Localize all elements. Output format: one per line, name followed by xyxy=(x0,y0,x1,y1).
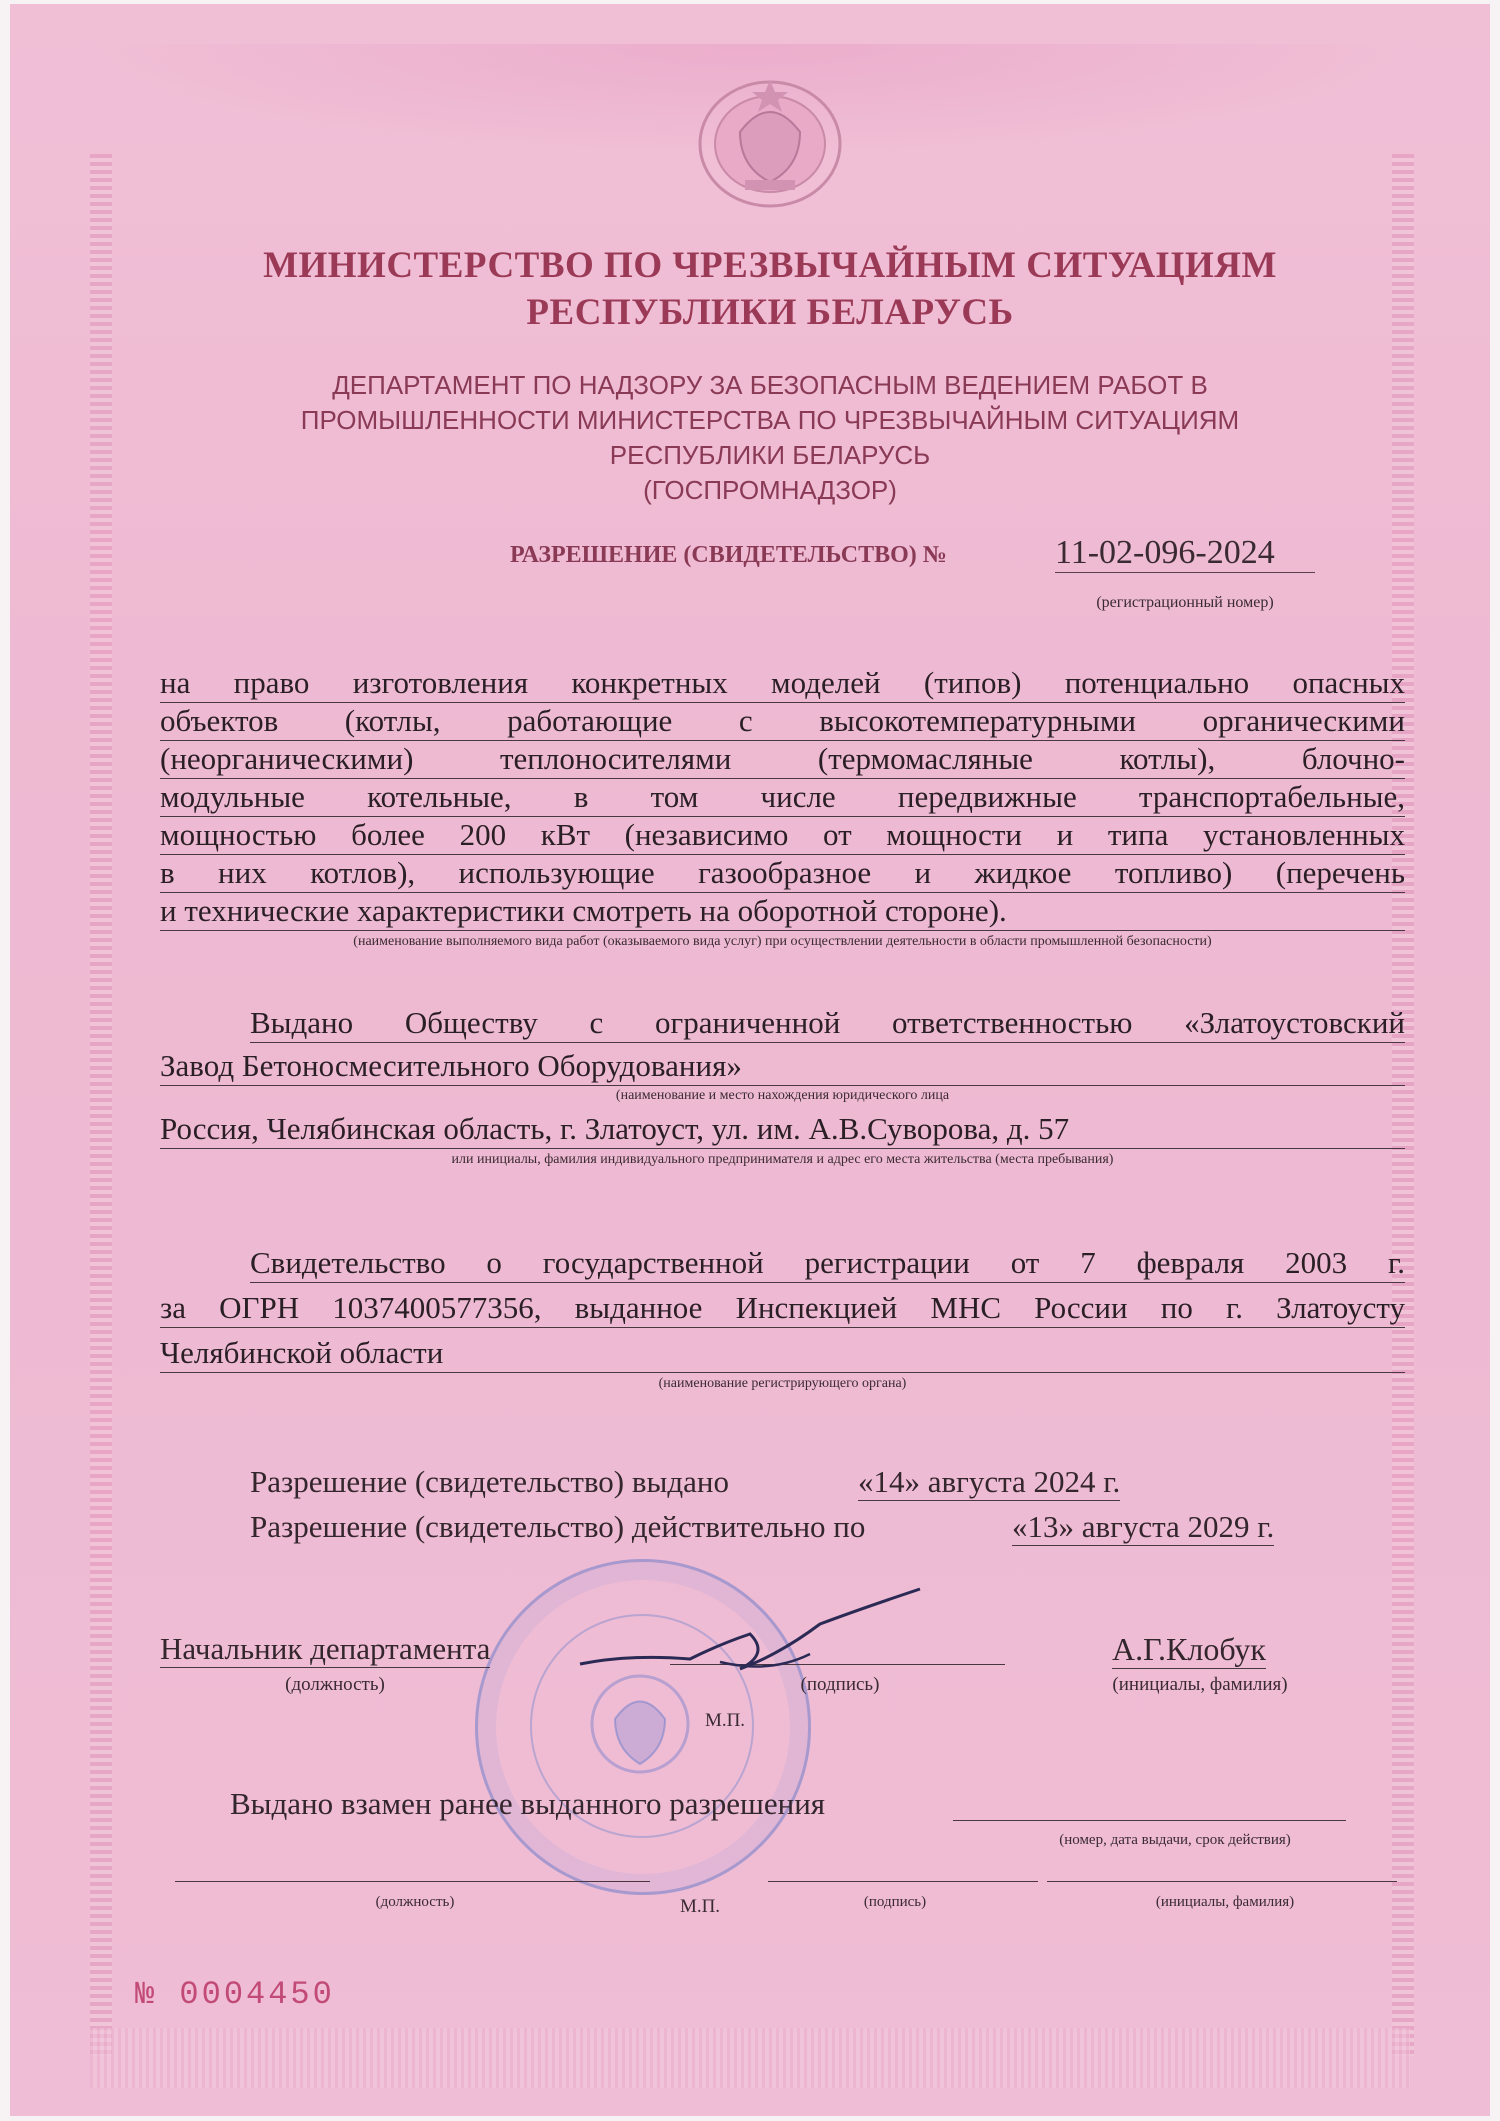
scope-line-2: объектов (котлы, работающие с высокотемпературными органическими xyxy=(160,702,1405,741)
ministry-title-line2: РЕСПУБЛИКИ БЕЛАРУСЬ xyxy=(526,292,1014,333)
registration-line-1: Свидетельство о государственной регистрации от 7 февраля 2003 г. xyxy=(250,1244,1405,1283)
state-emblem-icon xyxy=(690,72,850,212)
issued-to-caption-2: или инициалы, фамилия индивидуального предпринимателя и адрес его места жительства (места пребывания) xyxy=(451,1152,1114,1167)
scope-line-1: на право изготовления конкретных моделей (типов) потенциально опасных xyxy=(160,664,1405,703)
registration-number: 11-02-096-2024 xyxy=(1055,534,1315,573)
department-line1: ДЕПАРТАМЕНТ ПО НАДЗОРУ ЗА БЕЗОПАСНЫМ ВЕДЕНИЕМ РАБОТ В xyxy=(332,370,1208,400)
permit-title: РАЗРЕШЕНИЕ (СВИДЕТЕЛЬСТВО) № xyxy=(510,542,947,568)
valid-until-label: Разрешение (свидетельство) действительно по xyxy=(250,1509,866,1544)
department-line3: РЕСПУБЛИКИ БЕЛАРУСЬ xyxy=(609,440,931,470)
signer-position-caption: (должность) xyxy=(285,1674,385,1695)
registration-number-caption: (регистрационный номер) xyxy=(1096,594,1274,611)
issued-to-line-2: Завод Бетоносмесительного Оборудования» xyxy=(160,1047,1405,1086)
department-line4: (ГОСПРОМНАДЗОР) xyxy=(643,475,897,505)
replacement-position-line xyxy=(175,1881,650,1882)
scope-caption: (наименование выполняемого вида работ (оказываемого вида услуг) при осуществлении деятельности в области промышленной безопасности) xyxy=(353,934,1212,949)
replacement-caption: (номер, дата выдачи, срок действия) xyxy=(1059,1832,1291,1848)
registration-caption: (наименование регистрирующего органа) xyxy=(658,1376,907,1391)
replacement-position-caption: (должность) xyxy=(375,1894,455,1910)
issued-to-line-1: Выдано Обществу с ограниченной ответственностью «Златоустовский xyxy=(250,1004,1405,1043)
registration-line-2: за ОГРН 1037400577356, выданное Инспекцией МНС России по г. Златоусту xyxy=(160,1289,1405,1328)
ornament-bottom xyxy=(90,2028,1410,2088)
replacement-name-line xyxy=(1047,1881,1397,1882)
scope-line-4: модульные котельные, в том числе передвижные транспортабельные, xyxy=(160,778,1405,817)
scope-line-6: в них котлов), использующие газообразное и жидкое топливо) (перечень xyxy=(160,854,1405,893)
signer-name: А.Г.Клобук xyxy=(1112,1631,1266,1667)
replacement-stamp-caption: М.П. xyxy=(679,1896,721,1917)
replacement-label: Выдано взамен ранее выданного разрешения xyxy=(230,1786,826,1821)
certificate-sheet xyxy=(10,4,1490,2116)
scope-line-3: (неорганическими) теплоносителями (термомасляные котлы), блочно- xyxy=(160,740,1405,779)
replacement-line xyxy=(953,1820,1346,1821)
signer-position: Начальник департамента xyxy=(160,1631,491,1666)
replacement-name-caption: (инициалы, фамилия) xyxy=(1155,1894,1295,1910)
signer-name-caption: (инициалы, фамилия) xyxy=(1112,1674,1288,1695)
ministry-title-line1: МИНИСТЕРСТВО ПО ЧРЕЗВЫЧАЙНЫМ СИТУАЦИЯМ xyxy=(263,245,1277,286)
ornament-left-border xyxy=(90,154,112,2056)
scope-line-7: и технические характеристики смотреть на оборотной стороне). xyxy=(160,892,1405,931)
issued-date-label: Разрешение (свидетельство) выдано xyxy=(250,1464,729,1499)
issued-to-caption-1: (наименование и место нахождения юридического лица xyxy=(615,1088,950,1103)
stamp-caption: М.П. xyxy=(704,1710,746,1731)
scope-line-5: мощностью более 200 кВт (независимо от мощности и типа установленных xyxy=(160,816,1405,855)
department-line2: ПРОМЫШЛЕННОСТИ МИНИСТЕРСТВА ПО ЧРЕЗВЫЧАЙНЫМ СИТУАЦИЯМ xyxy=(300,405,1240,435)
replacement-signature-caption: (подпись) xyxy=(863,1894,927,1910)
issued-date-value: «14» августа 2024 г. xyxy=(858,1464,1121,1499)
registration-line-3: Челябинской области xyxy=(160,1334,1405,1373)
signature-caption: (подпись) xyxy=(800,1674,880,1695)
issued-to-address: Россия, Челябинская область, г. Златоуст, ул. им. А.В.Суворова, д. 57 xyxy=(160,1110,1405,1149)
replacement-signature-line xyxy=(768,1881,1038,1882)
form-serial-number: № 0004450 xyxy=(135,1976,335,2013)
valid-until-value: «13» августа 2029 г. xyxy=(1012,1509,1275,1544)
